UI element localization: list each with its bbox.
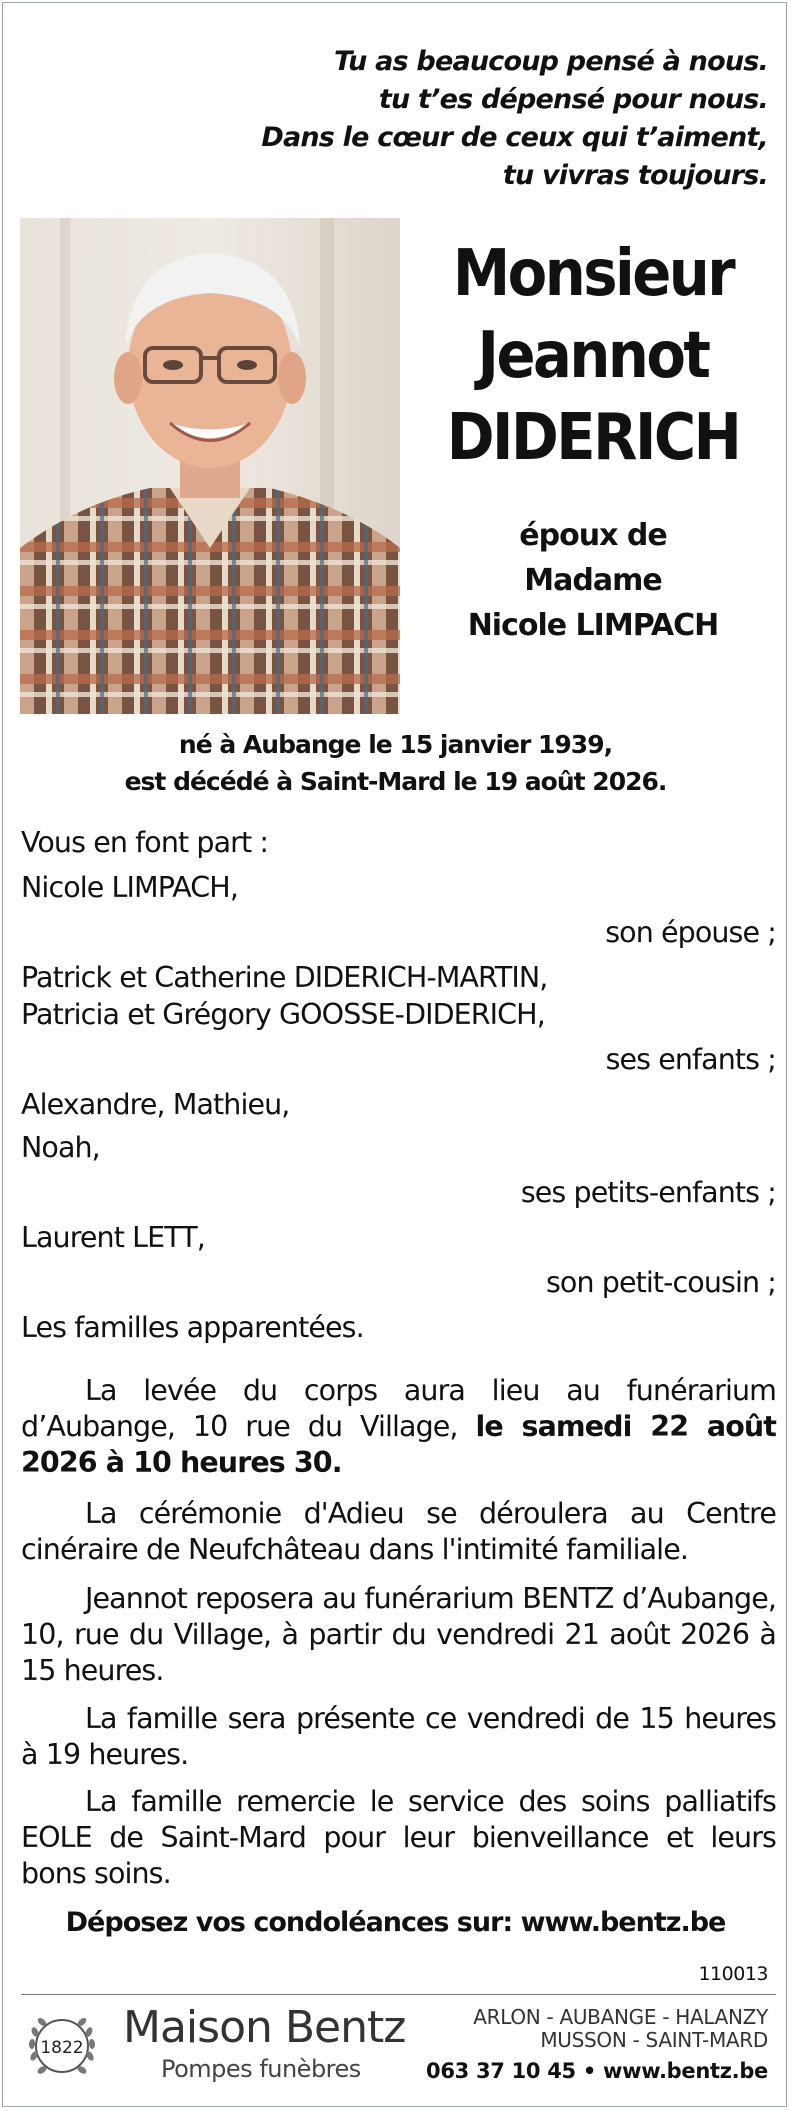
- locations: [473, 2006, 768, 2052]
- death-line: est décédé à Saint-Mard le 19 août 2026.: [124, 767, 667, 796]
- obituary-card: [2, 2, 787, 2107]
- intro: Vous en font part :: [21, 826, 269, 859]
- relation-label: ses petits-enfants ;: [520, 1176, 776, 1209]
- verse-line: tu t’es dépensé pour nous.: [378, 84, 768, 115]
- paragraph-levee: [21, 1373, 776, 1481]
- brand-subtitle: Pompes funèbres: [161, 2055, 361, 2083]
- footer-divider: [21, 1994, 776, 1995]
- last-name: DIDERICH: [446, 401, 740, 475]
- family-name: Laurent LETT,: [21, 1221, 205, 1254]
- verse-line: Dans le cœur de ceux qui t’aiment,: [261, 122, 768, 153]
- verse-line: tu vivras toujours.: [502, 160, 768, 191]
- paragraph-presence: La famille sera présente ce vendredi de 15 heures à 19 heures.: [21, 1702, 776, 1771]
- family-list: [21, 823, 776, 1353]
- paragraph-reposera: Jeannot reposera au funérarium BENTZ d’Aubange, 10, rue du Village, à partir du vendredi 21 août 2026 à 15 heures.: [21, 1582, 776, 1687]
- life-dates: [3, 726, 788, 800]
- spouse-line: Madame: [524, 563, 662, 598]
- portrait-photo: [20, 218, 400, 714]
- paragraph-ceremony: La cérémonie d'Adieu se déroulera au Centre cinéraire de Neufchâteau dans l'intimité familiale.: [21, 1497, 776, 1566]
- spouse-line: Nicole LIMPACH: [467, 608, 719, 643]
- birth-line: né à Aubange le 15 janvier 1939,: [178, 730, 613, 759]
- relation-label: son petit-cousin ;: [545, 1266, 776, 1299]
- paragraph-text: La levée du corps aura lieu au funérarium d’Aubange, 10 rue du Village,: [21, 1374, 776, 1443]
- spouse-info: [400, 513, 786, 648]
- deceased-name: [400, 233, 786, 479]
- family-name: Noah,: [21, 1131, 100, 1164]
- reference-number: 110013: [698, 1963, 768, 1985]
- verse-line: Tu as beaucoup pensé à nous.: [333, 46, 768, 77]
- relation-label: ses enfants ;: [605, 1043, 776, 1076]
- condolences-line: Déposez vos condoléances sur: www.bentz.be: [65, 1907, 726, 1938]
- spouse-line: époux de: [519, 518, 667, 553]
- laurel-seal-icon: [20, 2004, 104, 2088]
- name-title: Monsieur: [452, 237, 734, 311]
- family-name: Patrick et Catherine DIDERICH-MARTIN,: [21, 961, 548, 994]
- contact-info: 063 37 10 45 • www.bentz.be: [426, 2059, 768, 2083]
- family-name: Patricia et Grégory GOOSSE-DIDERICH,: [21, 998, 545, 1031]
- verse: [261, 43, 768, 195]
- family-name: Les familles apparentées.: [21, 1311, 364, 1344]
- paragraph-emphasis: le samedi 22 août 2026 à 10 heures 30.: [21, 1410, 776, 1479]
- relation-label: son épouse ;: [605, 916, 776, 949]
- locations-line: MUSSON - SAINT-MARD: [540, 2028, 768, 2052]
- seal-year: 1822: [40, 2038, 84, 2058]
- first-name: Jeannot: [477, 319, 709, 393]
- brand-name: Maison Bentz: [123, 2002, 406, 2053]
- family-name: Alexandre, Mathieu,: [21, 1088, 290, 1121]
- paragraph-thanks: La famille remercie le service des soins palliatifs EOLE de Saint-Mard pour leur bienveillance et leurs bons soins.: [21, 1785, 776, 1890]
- family-name: Nicole LIMPACH,: [21, 871, 238, 904]
- locations-line: ARLON - AUBANGE - HALANZY: [473, 2005, 768, 2029]
